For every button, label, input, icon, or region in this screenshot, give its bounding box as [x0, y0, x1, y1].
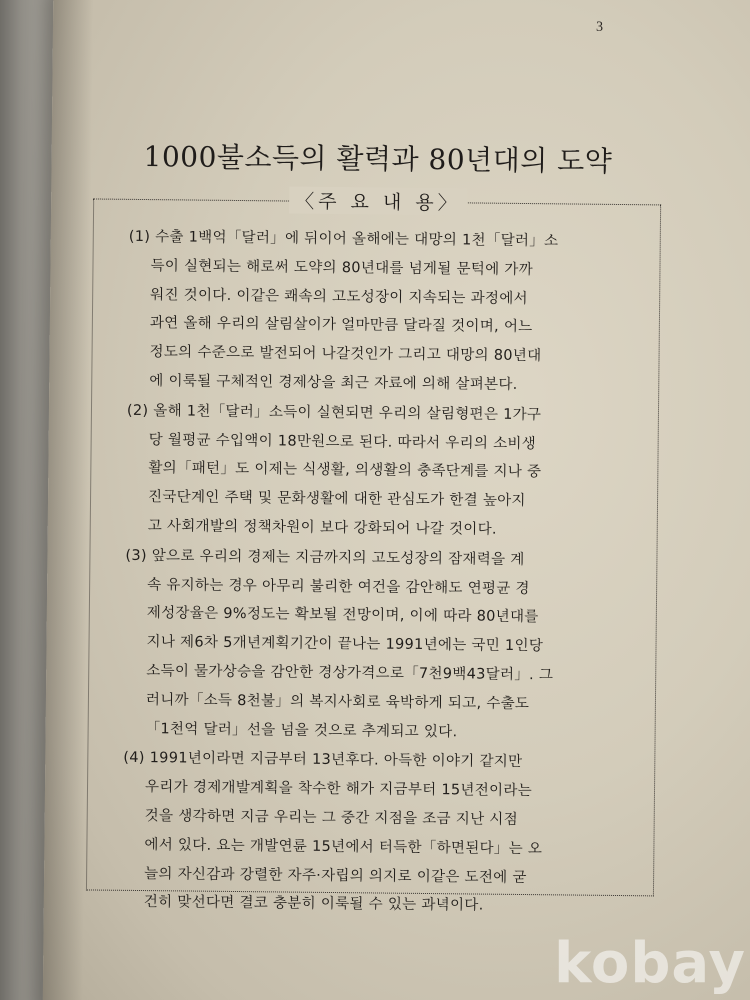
- paragraph-line: (3) 앞으로 우리의 경제는 지금까지의 고도성장의 잠재력을 계: [125, 547, 525, 568]
- paragraph-3: [123, 542, 645, 749]
- paragraph-line: 「1천억 달러」선을 넘을 것으로 추계되고 있다.: [145, 720, 458, 740]
- paragraph-line: 과연 올해 우리의 살림살이가 얼마만큼 달라질 것이며, 어느: [149, 315, 533, 336]
- paragraph-line: 고 사회개발의 정책차원이 보다 강화되어 나갈 것이다.: [147, 518, 497, 538]
- paragraph-line: 것을 생각하면 지금 우리는 그 중간 지점을 조금 지난 시점: [144, 807, 519, 828]
- paragraph-line: 늘의 자신감과 강렬한 자주·자립의 의지로 이같은 도전에 굳: [144, 865, 527, 886]
- paragraph-line: 워진 것이다. 이같은 쾌속의 고도성장이 지속되는 과정에서: [150, 286, 528, 307]
- paragraph-line: 에 이룩될 구체적인 경제상을 최근 자료에 의해 살펴본다.: [149, 373, 518, 393]
- paragraph-line: 지나 제6차 5개년계획기간이 끝나는 1991년에는 국민 1인당: [146, 634, 544, 655]
- paragraph-line: (4) 1991년이라면 지금부터 13년후다. 아득한 이야기 같지만: [123, 750, 523, 771]
- paragraph-line: 제성장율은 9%정도는 확보될 전망이며, 이에 따라 80년대를: [146, 605, 539, 626]
- paragraph-line: (1) 수출 1백억「달러」에 뒤이어 올해에는 대망의 1천「달러」소: [128, 228, 559, 250]
- paragraph-1: [127, 223, 649, 401]
- paragraph-line: 건히 맞선다면 결코 충분히 이룩될 수 있는 과녁이다.: [143, 894, 484, 914]
- paragraph-line: 활의「패턴」도 이제는 식생활, 의생활의 충족단계를 지나 중: [148, 460, 542, 481]
- paragraph-line: 당 월평균 수입액이 18만원으로 된다. 따라서 우리의 소비생: [148, 431, 537, 452]
- paragraph-line: 소득이 물가상승을 감안한 경상가격으로「7천9백43달러」. 그: [146, 663, 554, 684]
- paragraph-line: (2) 올해 1천「달러」소득이 실현되면 우리의 살림형편은 1가구: [126, 402, 542, 423]
- book-page: [43, 0, 750, 1000]
- paragraph-line: 진국단계인 주택 및 문화생활에 대한 관심도가 한결 높아지: [147, 489, 526, 510]
- page-number: 3: [595, 19, 604, 35]
- summary-paragraphs: [122, 223, 649, 924]
- watermark-logo: kobay: [554, 931, 746, 996]
- summary-box-heading: 〈주 요 내 용〉: [289, 187, 467, 216]
- paragraph-line: 우리가 경제개발계획을 착수한 해가 지금부터 15년전이라는: [144, 779, 533, 800]
- paragraph-line: 러니까「소득 8천불」의 복지사회로 육박하게 되고, 수출도: [145, 691, 530, 712]
- paragraph-line: 득이 실현되는 해로써 도약의 80년대를 넘게될 문턱에 가까: [150, 257, 534, 278]
- paragraph-line: 에서 있다. 요는 개발연륜 15년에서 터득한「하면된다」는 오: [144, 836, 543, 857]
- paragraph-line: 속 유지하는 경우 아무리 불리한 여건을 감안해도 연평균 경: [147, 576, 530, 597]
- page-title: 1000불소득의 활력과 80년대의 도약: [143, 140, 613, 178]
- paragraph-line: 정도의 수준으로 발전되어 나갈것인가 그리고 대망의 80년대: [149, 344, 542, 365]
- paragraph-4: [122, 744, 644, 922]
- paragraph-2: [126, 397, 647, 546]
